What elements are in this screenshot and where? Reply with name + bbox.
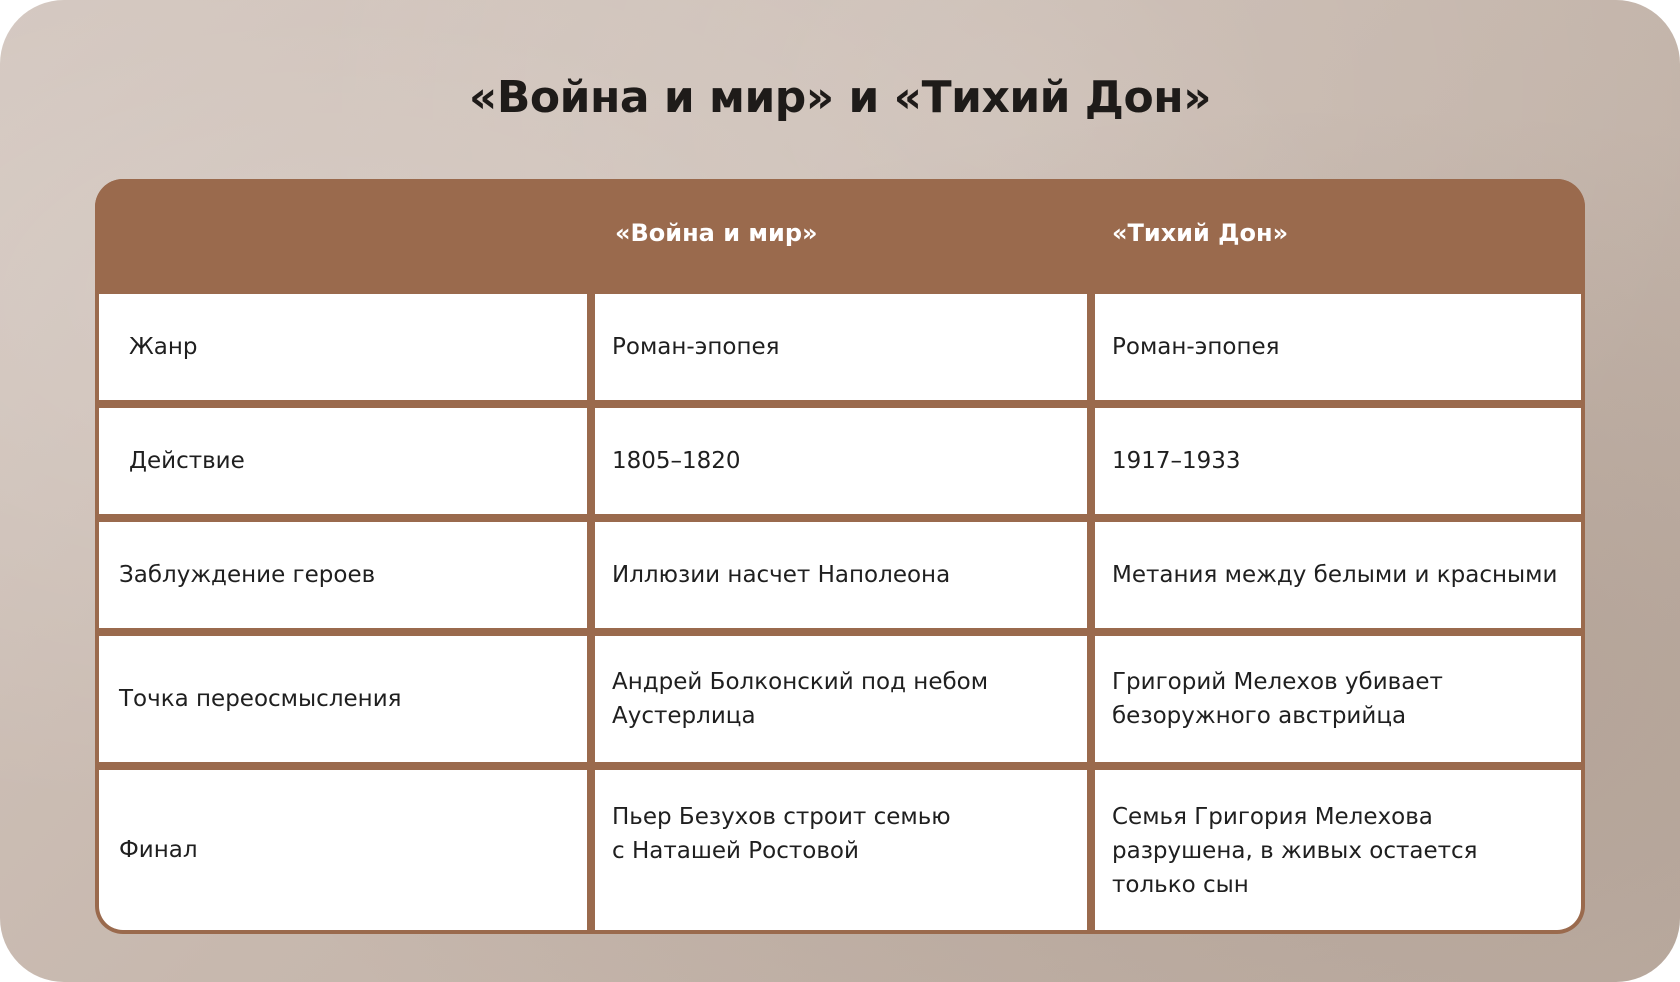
row-label-genre: Жанр <box>99 294 587 400</box>
cell-quiet-don-action: 1917–1933 <box>1095 408 1581 514</box>
column-header-war-and-peace: «Война и мир» <box>615 219 818 247</box>
cell-war-and-peace-action: 1805–1820 <box>595 408 1087 514</box>
cell-war-and-peace-genre: Роман-эпопея <box>595 294 1087 400</box>
cell-quiet-don-delusion: Метания между белыми и красными <box>1095 522 1581 628</box>
row-label-delusion: Заблуждение героев <box>99 522 587 628</box>
cell-war-and-peace-finale: Пьер Безухов строит семью с Наташей Ростовой <box>595 770 1087 930</box>
cell-quiet-don-turning-point: Григорий Мелехов убивает безоружного австрийца <box>1095 636 1581 762</box>
cell-quiet-don-finale: Семья Григория Мелехова разрушена, в живых остается только сын <box>1095 770 1581 930</box>
cell-war-and-peace-turning-point: Андрей Болконский под небом Аустерлица <box>595 636 1087 762</box>
table-header <box>95 179 1585 294</box>
row-label-action: Действие <box>99 408 587 514</box>
row-label-finale: Финал <box>99 770 587 930</box>
page-title: «Война и мир» и «Тихий Дон» <box>468 72 1212 123</box>
column-header-quiet-don: «Тихий Дон» <box>1112 219 1289 247</box>
row-label-turning-point: Точка переосмысления <box>99 636 587 762</box>
comparison-table <box>95 179 1585 934</box>
cell-war-and-peace-delusion: Иллюзии насчет Наполеона <box>595 522 1087 628</box>
cell-quiet-don-genre: Роман-эпопея <box>1095 294 1581 400</box>
